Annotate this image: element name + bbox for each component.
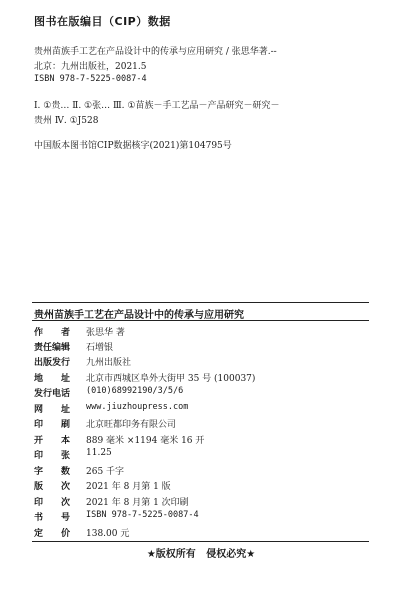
title-rule — [32, 320, 369, 321]
info-value: www.jiuzhoupress.com — [86, 402, 189, 412]
info-value: 2021 年 8 月第 1 版 — [86, 482, 171, 492]
book-title: 贵州苗族手工艺在产品设计中的传承与应用研究 — [34, 310, 244, 321]
info-value: 石增银 — [86, 343, 114, 353]
info-label: 版 次 — [34, 482, 70, 492]
cip-line-record-number: 中国版本图书馆CIP数据核字(2021)第104795号 — [34, 141, 232, 151]
cip-line-classification-cont: 贵州 Ⅳ. ①J528 — [34, 116, 99, 126]
top-rule — [32, 302, 369, 303]
cip-line-title: 贵州苗族手工艺在产品设计中的传承与应用研究 / 张思华著.-- — [34, 47, 277, 57]
info-label: 作 者 — [34, 328, 70, 338]
bottom-rule — [32, 541, 369, 542]
info-label: 地 址 — [34, 374, 70, 384]
cip-line-publisher: 北京：九州出版社，2021.5 — [34, 62, 147, 72]
info-label: 网 址 — [34, 405, 70, 415]
info-value: 138.00 元 — [86, 529, 130, 539]
info-value: 11.25 — [86, 448, 112, 458]
info-value: 265 千字 — [86, 467, 125, 477]
info-value: 北京市西城区阜外大街甲 35 号 (100037) — [86, 374, 256, 384]
info-label: 责任编辑 — [34, 343, 71, 353]
cip-heading: 图书在版编目（CIP）数据 — [34, 15, 171, 28]
info-value: (010)68992190/3/5/6 — [86, 386, 184, 396]
info-value: ISBN 978-7-5225-0087-4 — [86, 510, 199, 520]
info-label: 印 张 — [34, 451, 70, 461]
copyright-notice: ★版权所有 侵权必究★ — [146, 549, 256, 560]
cip-line-classification: Ⅰ. ①贵… Ⅱ. ①张… Ⅲ. ①苗族－手工艺品－产品研究－研究－ — [34, 101, 280, 111]
info-value: 北京旺都印务有限公司 — [86, 420, 177, 430]
info-label: 出版发行 — [34, 358, 71, 368]
info-label: 字 数 — [34, 467, 70, 477]
info-label: 书 号 — [34, 513, 70, 523]
info-label: 定 价 — [34, 529, 70, 539]
info-label: 发行电话 — [34, 389, 71, 399]
cip-line-isbn: ISBN 978-7-5225-0087-4 — [34, 74, 147, 84]
info-value: 九州出版社 — [86, 358, 132, 368]
info-value: 张思华 著 — [86, 328, 125, 338]
info-value: 889 毫米 ×1194 毫米 16 开 — [86, 436, 205, 446]
info-value: 2021 年 8 月第 1 次印刷 — [86, 498, 189, 508]
info-label: 印 刷 — [34, 420, 70, 430]
info-label: 开 本 — [34, 436, 70, 446]
info-label: 印 次 — [34, 498, 70, 508]
